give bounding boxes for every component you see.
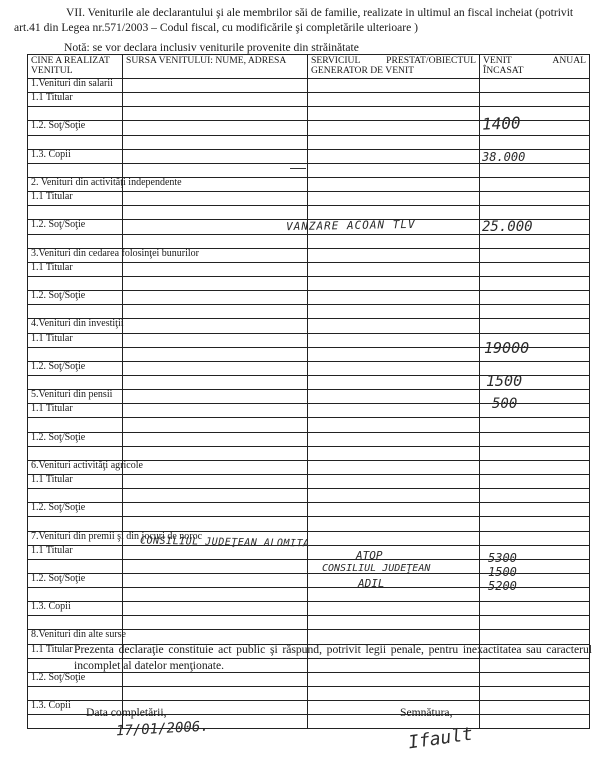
table-cell: [123, 588, 308, 602]
table-cell: [123, 276, 308, 290]
legal-statement: Prezenta declaraţie constituie act public şi răspund, potrivit legii penale, pentru inexactitatea sau caracterul incomplet al datelor menţionate.: [74, 643, 592, 672]
table-row: [28, 262, 590, 276]
table-row: [28, 192, 590, 206]
table-cell: [308, 602, 480, 616]
table-cell: [308, 276, 480, 290]
table-cell: [308, 573, 480, 587]
row-label: 1.3. Copii: [28, 602, 123, 616]
row-label: [28, 135, 123, 149]
table-cell: [123, 687, 308, 701]
table-cell: [480, 474, 590, 488]
table-row: [28, 291, 590, 305]
table-cell: [123, 559, 308, 573]
table-cell: [480, 262, 590, 276]
hw-agri-amount: 500: [492, 396, 518, 412]
table-cell: [123, 347, 308, 361]
table-cell: [480, 715, 590, 729]
table-cell: [308, 248, 480, 262]
row-label: [28, 559, 123, 573]
table-header-row: [28, 55, 590, 79]
table-row: [28, 234, 590, 248]
table-cell: [123, 135, 308, 149]
table-cell: [308, 517, 480, 531]
heading-line-2: art.41 din Legea nr.571/2003 – Codul fiscal, cu modificările şi completările ulterioare ): [14, 20, 419, 34]
table-row: [28, 460, 590, 474]
table-cell: [308, 163, 480, 177]
table-cell: [308, 319, 480, 333]
table-cell: [308, 460, 480, 474]
table-cell: [480, 531, 590, 545]
table-cell: [308, 474, 480, 488]
hw-other-service-1: ATOP: [356, 549, 383, 562]
table-cell: [308, 347, 480, 361]
table-cell: [308, 616, 480, 630]
table-cell: [308, 672, 480, 686]
table-row: [28, 432, 590, 446]
row-label: 1.2. Soţ/Soţie: [28, 291, 123, 305]
row-label: 1.2. Soţ/Soţie: [28, 361, 123, 375]
table-row: [28, 276, 590, 290]
table-cell: [123, 446, 308, 460]
hw-other-amount-3: 5200: [488, 579, 517, 593]
table-cell: [480, 602, 590, 616]
table-cell: [308, 418, 480, 432]
table-cell: [123, 602, 308, 616]
row-label: [28, 276, 123, 290]
table-cell: [480, 489, 590, 503]
table-cell: [308, 149, 480, 163]
table-cell: [308, 135, 480, 149]
section-heading: [14, 6, 594, 35]
hw-pension-titular: 19000: [484, 339, 530, 357]
date-label: Data completării,: [86, 706, 167, 719]
row-label: 1.1 Titular: [28, 93, 123, 107]
table-cell: [480, 446, 590, 460]
table-cell: [123, 220, 308, 234]
row-label: [28, 305, 123, 319]
row-label: 1.1 Titular: [28, 545, 123, 559]
row-label: 1.2. Soţ/Soţie: [28, 220, 123, 234]
table-cell: [480, 79, 590, 93]
table-row: [28, 248, 590, 262]
table-cell: [308, 262, 480, 276]
row-label: [28, 418, 123, 432]
table-cell: [123, 319, 308, 333]
table-cell: [308, 545, 480, 559]
table-cell: [308, 687, 480, 701]
table-cell: [123, 460, 308, 474]
table-cell: [123, 517, 308, 531]
row-label: [28, 347, 123, 361]
table-cell: [123, 616, 308, 630]
table-cell: [308, 432, 480, 446]
table-cell: [480, 163, 590, 177]
table-cell: [308, 503, 480, 517]
table-cell: [308, 333, 480, 347]
row-label: [28, 107, 123, 121]
table-cell: [123, 149, 308, 163]
row-label: [28, 517, 123, 531]
table-cell: [123, 234, 308, 248]
table-cell: [123, 361, 308, 375]
table-cell: [308, 234, 480, 248]
table-row: [28, 163, 590, 177]
signature: Ifault: [406, 723, 475, 754]
table-cell: [308, 531, 480, 545]
row-label: 1.1 Titular: [28, 404, 123, 418]
table-row: [28, 446, 590, 460]
hw-rent-source: VANZARE ACOAN TLV: [285, 217, 416, 234]
row-label: 1.2. Soţ/Soţie: [28, 672, 123, 686]
table-row: [28, 79, 590, 93]
hw-dash-independent: [290, 168, 306, 169]
table-cell: [480, 432, 590, 446]
header-income: VENIT ANUAL ÎNCASAT: [480, 55, 590, 79]
table-cell: [123, 79, 308, 93]
table-cell: [308, 79, 480, 93]
table-cell: [123, 93, 308, 107]
table-cell: [480, 305, 590, 319]
table-cell: [480, 192, 590, 206]
table-cell: [480, 687, 590, 701]
table-cell: [308, 701, 480, 715]
table-cell: [480, 517, 590, 531]
row-label: 1.Venituri din salarii: [28, 79, 123, 93]
row-label: [28, 446, 123, 460]
table-cell: [123, 672, 308, 686]
row-label: 1.2. Soţ/Soţie: [28, 503, 123, 517]
table-row: [28, 319, 590, 333]
table-cell: [123, 375, 308, 389]
row-label: [28, 489, 123, 503]
table-cell: [308, 404, 480, 418]
header-source: SURSA VENITULUI: NUME, ADRESA: [123, 55, 308, 79]
table-cell: [480, 418, 590, 432]
heading-line-1: VII. Veniturile ale declarantului şi ale membrilor săi de familie, realizate in ultimul an fiscal incheiat (potrivit: [66, 6, 574, 19]
table-row: [28, 616, 590, 630]
table-cell: [123, 163, 308, 177]
row-label: 1.3. Copii: [28, 149, 123, 163]
table-cell: [308, 390, 480, 404]
table-cell: [123, 418, 308, 432]
table-row: [28, 602, 590, 616]
table-row: [28, 418, 590, 432]
table-cell: [308, 489, 480, 503]
table-cell: [123, 474, 308, 488]
table-cell: [123, 107, 308, 121]
table-cell: [308, 192, 480, 206]
hw-pension-spouse: 1500: [486, 372, 523, 390]
header-who: CINE A REALIZAT VENITUL: [28, 55, 123, 79]
table-row: [28, 206, 590, 220]
table-cell: [123, 432, 308, 446]
table-row: [28, 489, 590, 503]
hw-other-source-header: CONSILIUL JUDEŢEAN ALOMITA: [139, 535, 310, 550]
table-cell: [123, 489, 308, 503]
table-row: [28, 177, 590, 191]
row-label: 1.1 Titular: [28, 262, 123, 276]
table-row: [28, 503, 590, 517]
row-label: [28, 588, 123, 602]
table-cell: [480, 319, 590, 333]
row-label: 2. Venituri din activităţi independente: [28, 177, 123, 191]
table-cell: [123, 262, 308, 276]
table-cell: [480, 672, 590, 686]
table-cell: [480, 276, 590, 290]
table-cell: [123, 333, 308, 347]
row-label: [28, 616, 123, 630]
table-cell: [308, 107, 480, 121]
row-label: 1.1 Titular: [28, 644, 123, 658]
table-row: [28, 672, 590, 686]
hw-rent-amount: 25.000: [482, 219, 533, 235]
table-row: [28, 93, 590, 107]
table-cell: [480, 503, 590, 517]
table-cell: [480, 701, 590, 715]
table-cell: [308, 177, 480, 191]
table-cell: [480, 177, 590, 191]
table-cell: [308, 93, 480, 107]
table-cell: [308, 121, 480, 135]
table-row: [28, 135, 590, 149]
row-label: 8.Venituri din alte surse: [28, 630, 123, 644]
table-cell: [123, 192, 308, 206]
row-label: [28, 234, 123, 248]
row-label: 1.1 Titular: [28, 333, 123, 347]
table-cell: [308, 291, 480, 305]
row-label: [28, 163, 123, 177]
table-cell: [308, 375, 480, 389]
hw-salary-spouse: 1400: [481, 113, 521, 134]
heading-note: Notă: se vor declara inclusiv veniturile provenite din străinătate: [64, 41, 359, 54]
row-label: 1.1 Titular: [28, 192, 123, 206]
hw-salary-children: 38.000: [482, 150, 526, 164]
signature-label: Semnătura,: [400, 706, 453, 719]
table-cell: [480, 291, 590, 305]
table-cell: [123, 503, 308, 517]
table-cell: [480, 460, 590, 474]
table-row: [28, 687, 590, 701]
table-cell: [480, 616, 590, 630]
table-cell: [308, 361, 480, 375]
table-cell: [480, 248, 590, 262]
hw-other-amount-1: 5300: [488, 551, 517, 565]
table-cell: [308, 588, 480, 602]
header-service: SERVICIUL PRESTAT/OBIECTUL GENERATOR DE VENIT: [308, 55, 480, 79]
row-label: 1.1 Titular: [28, 474, 123, 488]
hw-date: 17/01/2006.: [115, 718, 210, 740]
table-cell: [123, 206, 308, 220]
table-row: [28, 305, 590, 319]
table-cell: [480, 206, 590, 220]
table-cell: [480, 93, 590, 107]
row-label: 1.2. Soţ/Soţie: [28, 573, 123, 587]
table-row: [28, 474, 590, 488]
row-label: 1.3. Copii: [28, 701, 123, 715]
hw-other-amount-2: 1500: [488, 565, 517, 579]
row-label: [28, 687, 123, 701]
row-label: 1.2. Soţ/Soţie: [28, 432, 123, 446]
row-label: 4.Venituri din investiţii: [28, 319, 123, 333]
table-cell: [123, 404, 308, 418]
table-cell: [308, 446, 480, 460]
row-label: 1.2. Soţ/Soţie: [28, 121, 123, 135]
hw-other-service-2: CONSILIUL JUDEŢEAN: [322, 563, 431, 574]
table-cell: [308, 305, 480, 319]
row-label: 7.Venituri din premii şi din jocuri de noroc: [28, 531, 123, 545]
row-label: 5.Venituri din pensii: [28, 390, 123, 404]
table-cell: [123, 121, 308, 135]
table-cell: [123, 305, 308, 319]
row-label: 3.Venituri din cedarea folosinţei bunurilor: [28, 248, 123, 262]
row-label: [28, 375, 123, 389]
row-label: 6.Venituri activităţi agricole: [28, 460, 123, 474]
table-cell: [123, 390, 308, 404]
table-row: [28, 517, 590, 531]
row-label: [28, 206, 123, 220]
table-cell: [480, 135, 590, 149]
table-cell: [480, 234, 590, 248]
hw-other-service-3: ADIL: [358, 577, 385, 590]
table-cell: [123, 573, 308, 587]
table-cell: [123, 291, 308, 305]
